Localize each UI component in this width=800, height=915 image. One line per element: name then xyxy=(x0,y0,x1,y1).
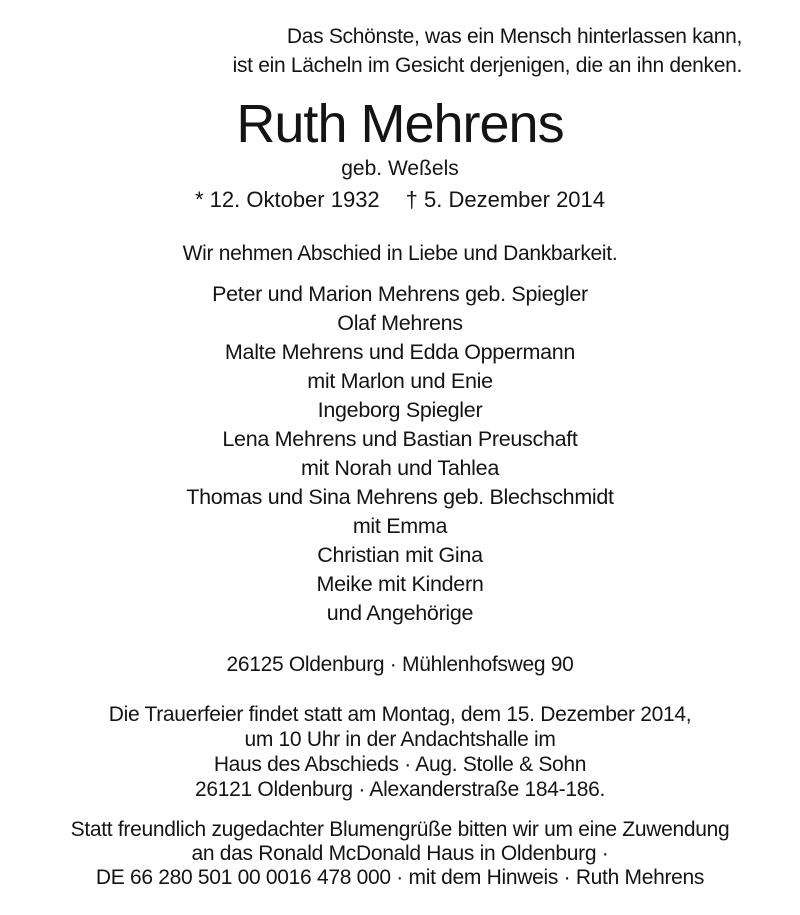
maiden-name: geb. Weßels xyxy=(341,157,459,180)
service-line: Die Trauerfeier findet statt am Montag, dem 15. Dezember 2014, xyxy=(108,703,692,726)
mourner-line: mit Marlon und Enie xyxy=(307,369,493,393)
service-line: Haus des Abschieds · Aug. Stolle & Sohn xyxy=(213,753,587,776)
donation-request-info xyxy=(0,818,800,890)
mourner-line: Ingeborg Spiegler xyxy=(317,398,483,422)
mourner-line: Olaf Mehrens xyxy=(337,311,463,335)
mourner-line: Malte Mehrens und Edda Oppermann xyxy=(224,340,576,364)
mourner-line: Thomas und Sina Mehrens geb. Blechschmidt xyxy=(186,485,614,509)
donation-line: DE 66 280 501 00 0016 478 000 · mit dem Hinweis · Ruth Mehrens xyxy=(95,866,705,889)
mourner-line: Lena Mehrens und Bastian Preuschaft xyxy=(222,427,578,451)
life-dates xyxy=(0,187,800,213)
donation-line: Statt freundlich zugedachter Blumengrüße bitten wir um eine Zuwendung xyxy=(70,818,730,841)
birth-date: * 12. Oktober 1932 xyxy=(194,187,380,212)
epigraph xyxy=(0,0,800,80)
residence-address: 26125 Oldenburg · Mühlenhofsweg 90 xyxy=(226,653,574,676)
mourner-line: mit Emma xyxy=(352,514,448,538)
service-line: um 10 Uhr in der Andachtshalle im xyxy=(244,728,556,751)
mourner-line: Christian mit Gina xyxy=(317,543,483,567)
farewell-line: Wir nehmen Abschied in Liebe und Dankbarkeit. xyxy=(182,242,618,265)
mourners-list xyxy=(0,280,800,628)
death-date: † 5. Dezember 2014 xyxy=(405,187,606,212)
epigraph-line: ist ein Lächeln im Gesicht derjenigen, die an ihn denken. xyxy=(232,54,742,77)
deceased-name: Ruth Mehrens xyxy=(236,94,564,154)
epigraph-line: Das Schönste, was ein Mensch hinterlassen kann, xyxy=(286,25,742,48)
donation-line: an das Ronald McDonald Haus in Oldenburg · xyxy=(191,842,609,865)
service-line: 26121 Oldenburg · Alexanderstraße 184-186. xyxy=(194,778,605,801)
mourner-line: und Angehörige xyxy=(326,601,474,625)
funeral-service-info xyxy=(0,702,800,802)
mourner-line: Meike mit Kindern xyxy=(316,572,484,596)
mourner-line: Peter und Marion Mehrens geb. Spiegler xyxy=(212,282,588,306)
mourner-line: mit Norah und Tahlea xyxy=(301,456,499,480)
